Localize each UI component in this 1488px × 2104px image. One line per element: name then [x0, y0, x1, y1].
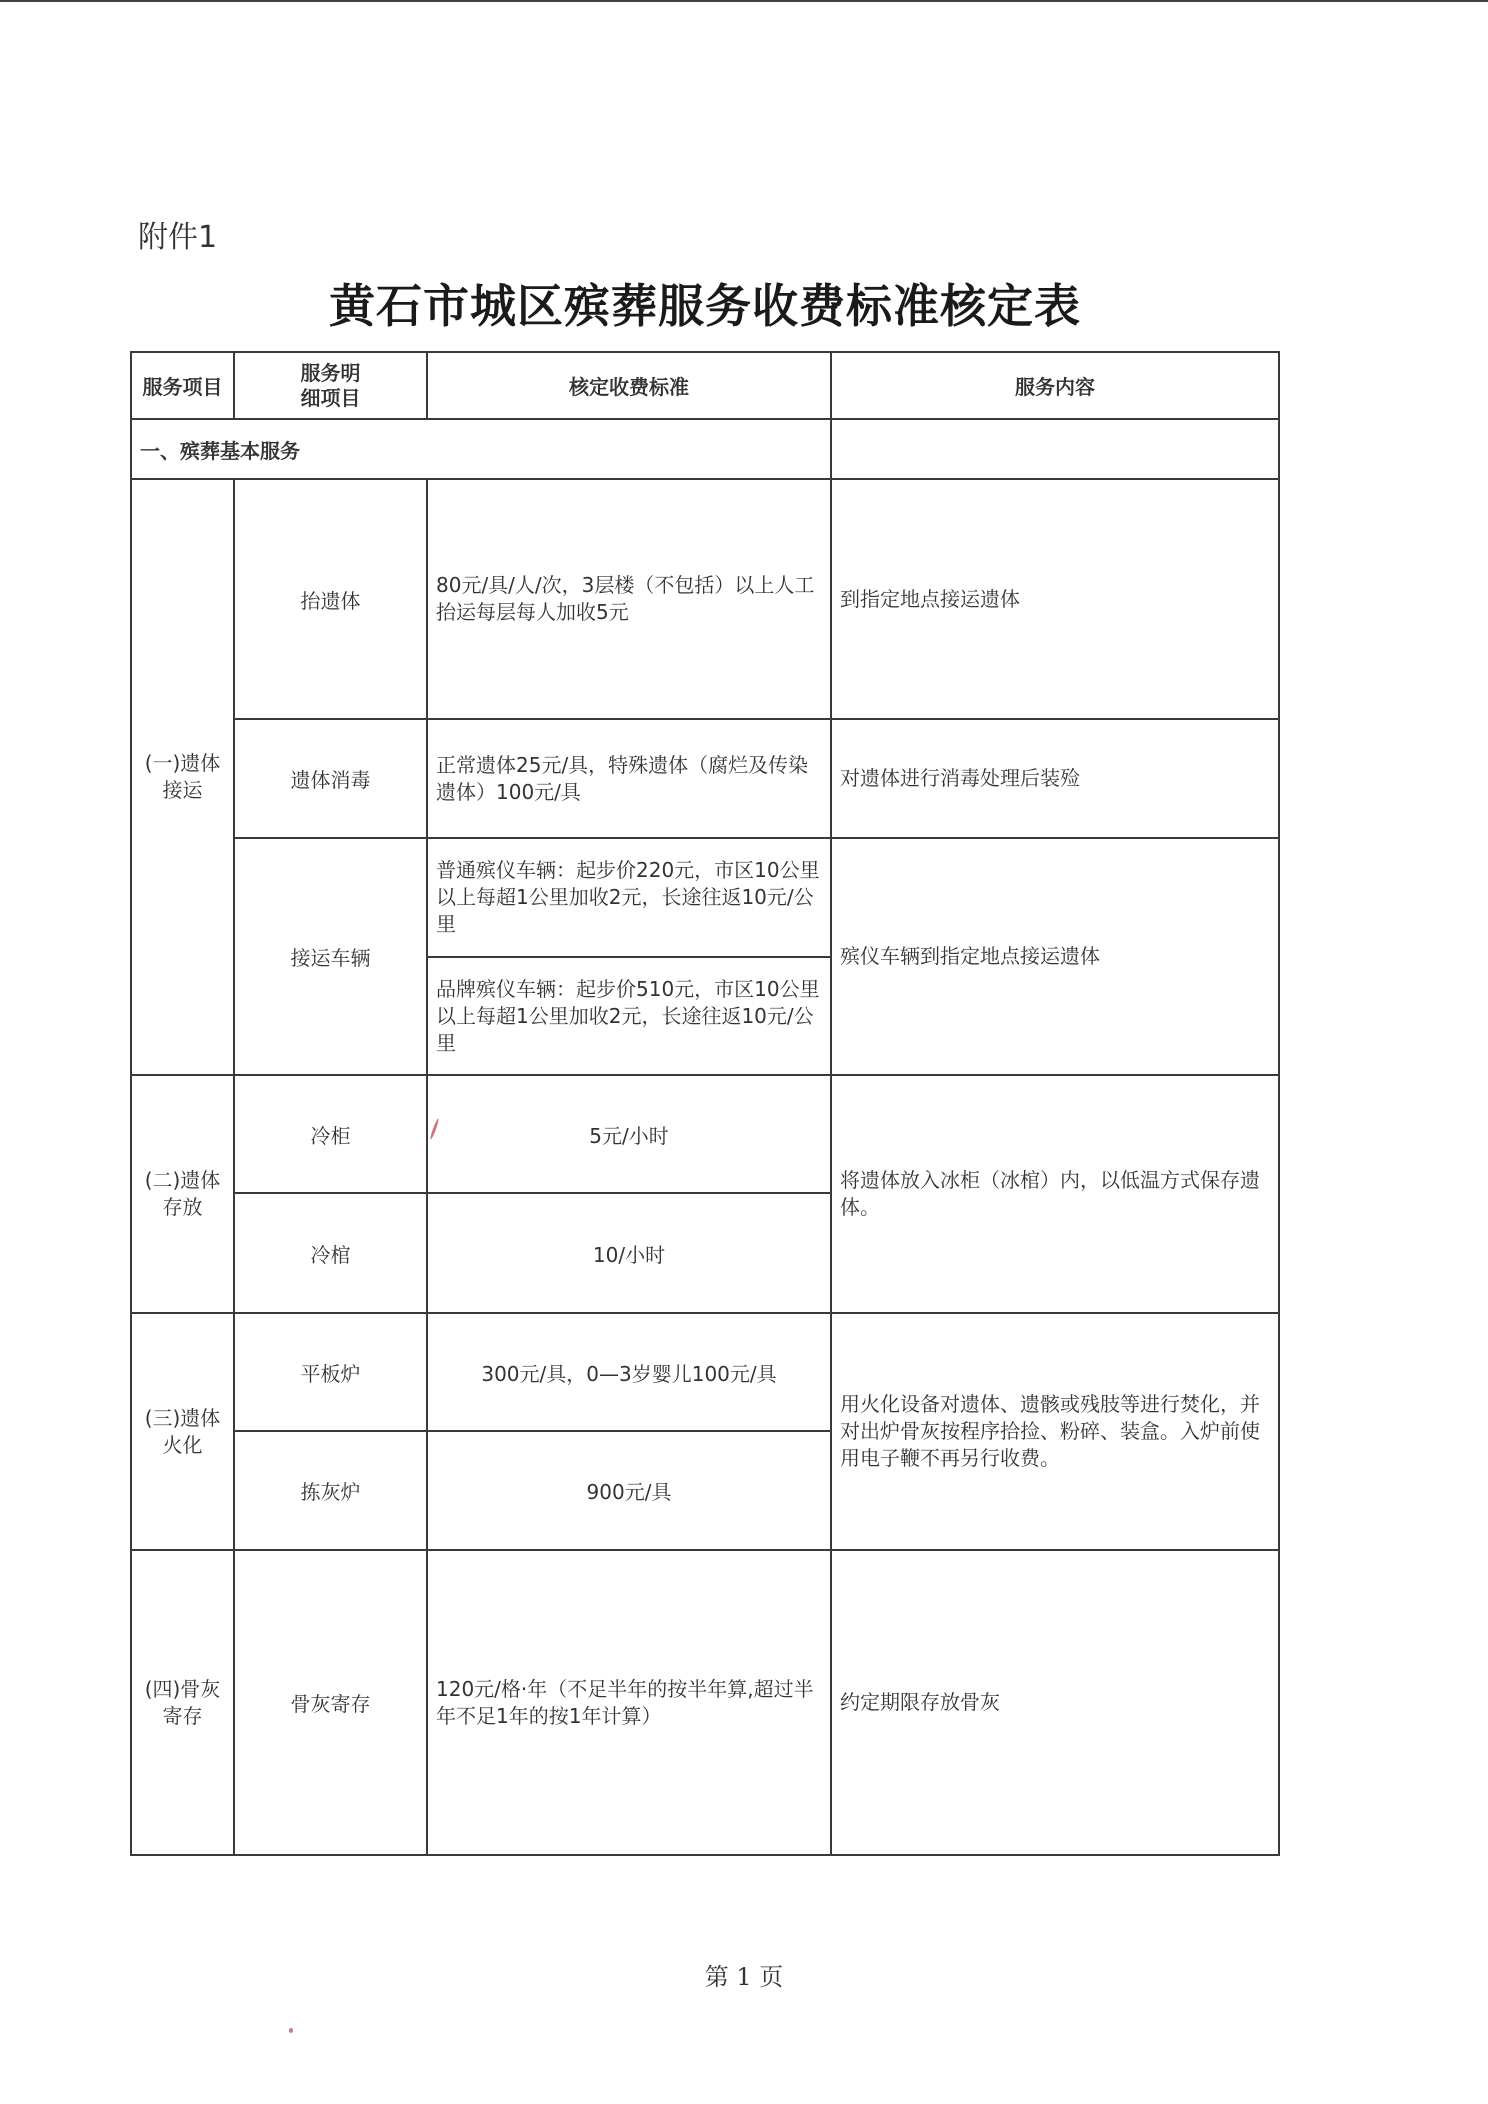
content-cell: 对遗体进行消毒处理后装殓 [831, 719, 1279, 838]
table-row [131, 719, 1279, 838]
detail-cell: 冷柜 [234, 1075, 427, 1193]
fee-standard-table [130, 351, 1280, 1856]
detail-cell: 拣灰炉 [234, 1431, 427, 1550]
standard-cell: 300元/具，0—3岁婴儿100元/具 [427, 1313, 831, 1431]
standard-cell: 10/小时 [427, 1193, 831, 1313]
standard-cell: 900元/具 [427, 1431, 831, 1550]
header-detail-line2: 细项目 [300, 385, 361, 410]
header-detail-line1: 服务明 [300, 360, 361, 385]
document-title: 黄石市城区殡葬服务收费标准核定表 [329, 279, 1081, 333]
attachment-label: 附件1 [138, 220, 218, 255]
table-row [131, 1313, 1279, 1431]
standard-cell: 120元/格·年（不足半年的按半年算,超过半年不足1年的按1年计算） [427, 1550, 831, 1855]
category-cell [131, 479, 234, 1075]
detail-cell: 平板炉 [234, 1313, 427, 1431]
scan-speck [289, 2028, 293, 2033]
table-row [131, 838, 1279, 957]
category-line1: (四)骨灰 [144, 1676, 221, 1701]
standard-cell: 正常遗体25元/具，特殊遗体（腐烂及传染遗体）100元/具 [427, 719, 831, 838]
header-detail [234, 352, 427, 419]
header-standard: 核定收费标准 [427, 352, 831, 419]
table-row [131, 1550, 1279, 1855]
detail-cell: 遗体消毒 [234, 719, 427, 838]
content-cell: 约定期限存放骨灰 [831, 1550, 1279, 1855]
header-item: 服务项目 [131, 352, 234, 419]
content-cell: 用火化设备对遗体、遗骸或残肢等进行焚化，并对出炉骨灰按程序拾捡、粉碎、装盒。入炉前使用电子鞭不再另行收费。 [831, 1313, 1279, 1550]
standard-cell: 品牌殡仪车辆：起步价510元，市区10公里以上每超1公里加收2元，长途往返10元/公里 [427, 957, 831, 1075]
section-empty-cell [831, 419, 1279, 479]
category-cell [131, 1550, 234, 1855]
content-cell: 将遗体放入冰柜（冰棺）内，以低温方式保存遗体。 [831, 1075, 1279, 1313]
standard-cell: 80元/具/人/次，3层楼（不包括）以上人工抬运每层每人加收5元 [427, 479, 831, 719]
category-cell [131, 1075, 234, 1313]
detail-cell: 骨灰寄存 [234, 1550, 427, 1855]
category-line1: (一)遗体 [144, 751, 221, 775]
detail-cell: 抬遗体 [234, 479, 427, 719]
standard-cell: 普通殡仪车辆：起步价220元，市区10公里以上每超1公里加收2元，长途往返10元/公里 [427, 838, 831, 957]
header-content: 服务内容 [831, 352, 1279, 419]
category-line2: 存放 [162, 1195, 203, 1219]
table-row [131, 1075, 1279, 1193]
page-number: 第 1 页 [704, 1963, 784, 1991]
content-cell: 到指定地点接运遗体 [831, 479, 1279, 719]
category-line1: (二)遗体 [144, 1168, 221, 1192]
category-line2: 火化 [162, 1432, 203, 1457]
category-line2: 寄存 [162, 1703, 203, 1728]
table-row [131, 479, 1279, 719]
section-heading: 一、殡葬基本服务 [131, 419, 831, 479]
table-header-row [131, 352, 1279, 419]
scan-edge [0, 0, 1488, 2]
content-cell: 殡仪车辆到指定地点接运遗体 [831, 838, 1279, 1075]
standard-cell: 5元/小时 [427, 1075, 831, 1193]
category-line1: (三)遗体 [144, 1405, 221, 1430]
detail-cell: 冷棺 [234, 1193, 427, 1313]
category-cell [131, 1313, 234, 1550]
detail-cell: 接运车辆 [234, 838, 427, 1075]
category-line2: 接运 [162, 778, 203, 802]
section-row [131, 419, 1279, 479]
